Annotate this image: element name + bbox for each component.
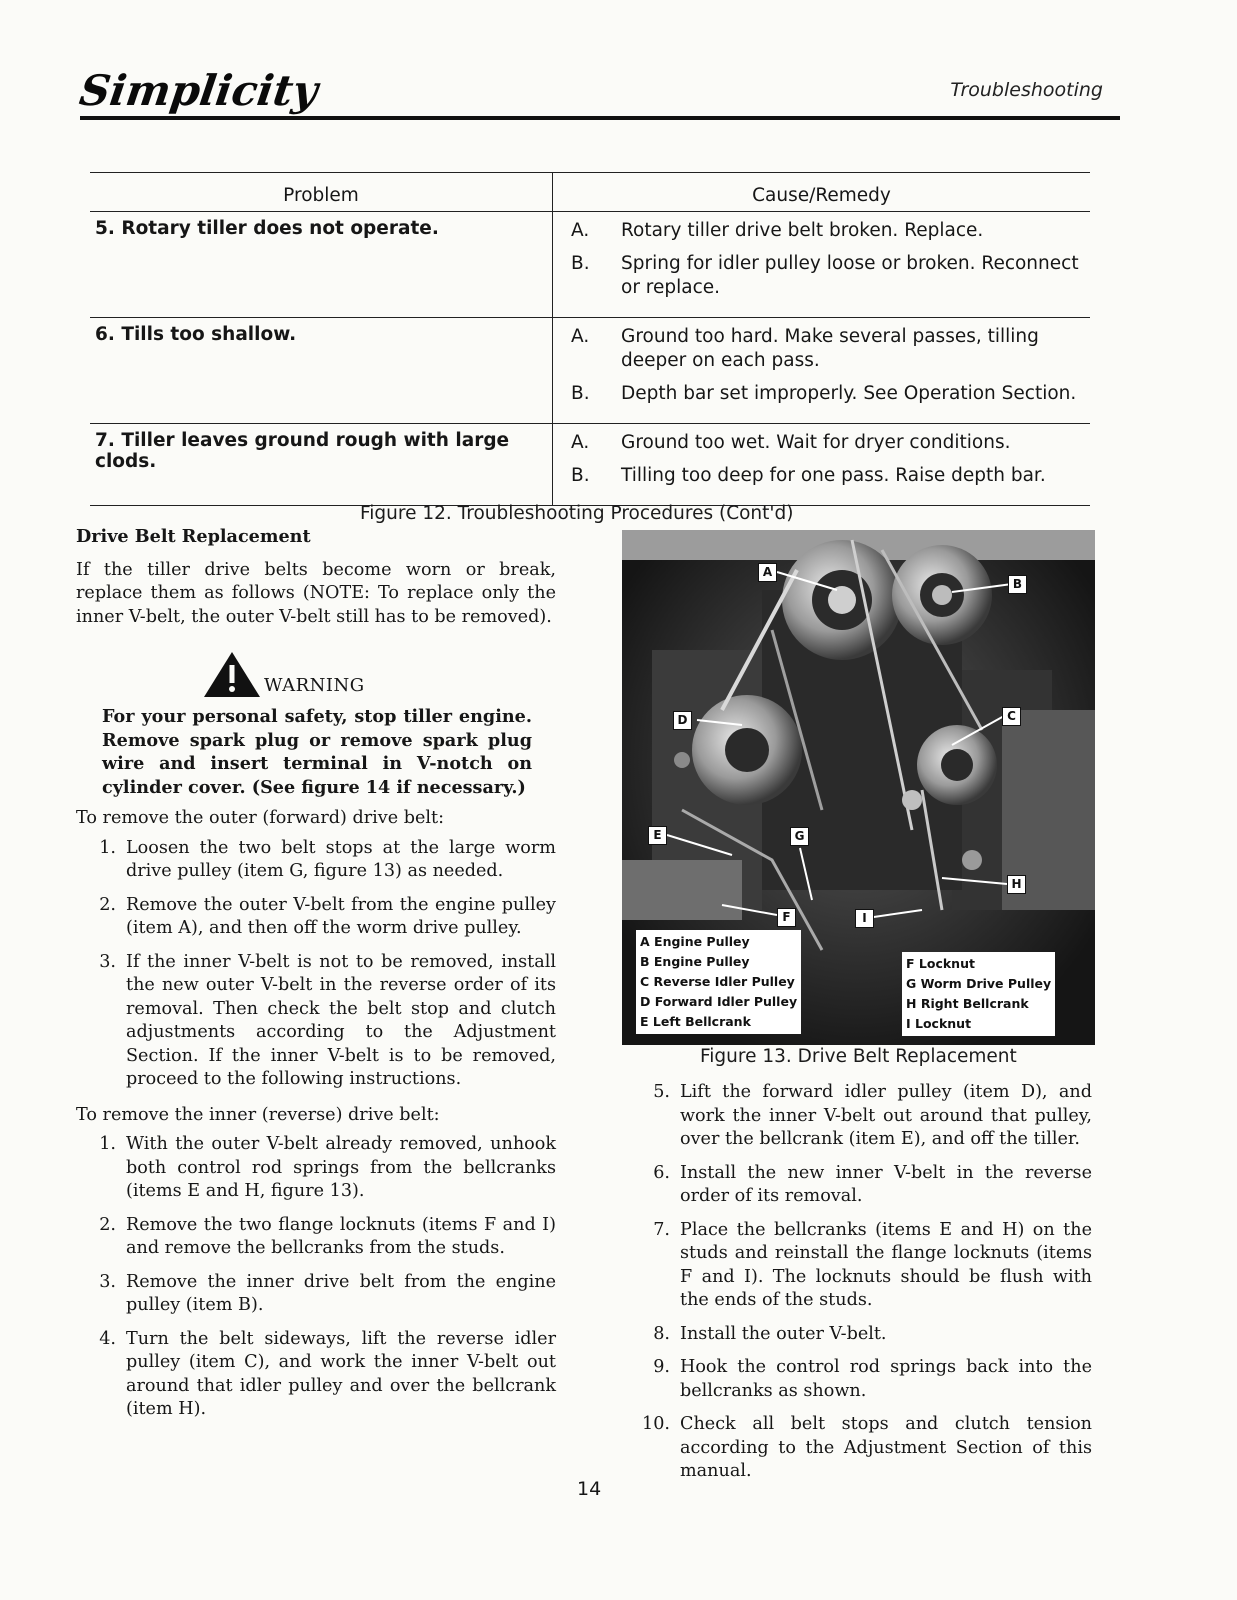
legend-item: A Engine Pulley [640, 934, 750, 949]
step-number: 8. [653, 1323, 670, 1344]
list-item [630, 1081, 1092, 1152]
step-text: Check all belt stops and clutch tension according to the Adjustment Section of this manual. [680, 1414, 1092, 1481]
step-number: 1. [99, 1134, 116, 1154]
step-text: Turn the belt sideways, lift the reverse idler pulley (item C), and work the inner V-belt out around that idler pulley and over the bellcrank (item H). [126, 1328, 556, 1419]
section-title: Troubleshooting [950, 79, 1103, 101]
step-text: Remove the outer V-belt from the engine pulley (item A), and then off the worm drive pulley. [126, 894, 556, 938]
callout-b: B [1008, 575, 1027, 594]
list-item [630, 1356, 1092, 1403]
legend-item: I Locknut [906, 1016, 972, 1031]
troubleshooting-table [90, 172, 1090, 506]
outer-belt-heading: To remove the outer (forward) drive belt: [76, 808, 445, 828]
step-number: 3. [99, 1271, 116, 1292]
cause-text: Ground too hard. Make several passes, tilling deeper on each pass. [621, 326, 1039, 371]
step-text: Install the new inner V-belt in the reverse order of its removal. [680, 1162, 1092, 1206]
inner-belt-heading: To remove the inner (reverse) drive belt: [76, 1104, 440, 1125]
cause-item [571, 252, 1084, 300]
warning-box [102, 649, 532, 799]
step-text: Install the outer V-belt. [680, 1323, 887, 1344]
cause-cell [552, 424, 1090, 505]
cause-text: Rotary tiller drive belt broken. Replace. [621, 220, 984, 241]
right-column [630, 1077, 1092, 1494]
cause-letter: B. [571, 253, 590, 274]
left-column [76, 525, 556, 1432]
step-text: Lift the forward idler pulley (item D), and work the inner V-belt out around that pulley, over the bellcrank (item E), and off the tiller. [680, 1082, 1092, 1149]
cause-cell [552, 318, 1090, 423]
callout-i: I [855, 909, 874, 928]
list-item [76, 1214, 556, 1261]
cause-letter: A. [571, 326, 590, 347]
intro-paragraph: If the tiller drive belts become worn or break, replace them as follows (NOTE: To replace only the inner V-belt, the outer V-belt still has to be removed). [76, 559, 556, 627]
list-item [76, 1133, 556, 1204]
list-item [76, 1271, 556, 1318]
drive-belt-photo [622, 530, 1095, 1045]
cause-letter: A. [571, 220, 590, 241]
cause-text: Tilling too deep for one pass. Raise depth bar. [621, 465, 1046, 486]
warning-text: For your personal safety, stop tiller engine. Remove spark plug or remove spark plug wire and insert terminal in V-notch on cylinder cover. (See figure 14 if necessary.) [102, 706, 532, 798]
table-row [90, 318, 1090, 424]
table-row [90, 212, 1090, 318]
warning-header [202, 649, 532, 699]
step-number: 10. [642, 1414, 670, 1434]
callout-f: F [777, 908, 796, 927]
cause-letter: B. [571, 383, 590, 404]
step-text: Remove the two flange locknuts (items F and I) and remove the bellcranks from the studs. [126, 1214, 556, 1258]
cause-item [571, 431, 1084, 455]
problem-cell: 7. Tiller leaves ground rough with large clods. [95, 430, 510, 472]
warning-title: WARNING [264, 674, 365, 696]
section-heading: Drive Belt Replacement [76, 526, 311, 547]
list-item [630, 1323, 1092, 1347]
callout-c: C [1002, 707, 1021, 726]
cause-item [571, 325, 1084, 373]
problem-cell: 5. Rotary tiller does not operate. [95, 218, 439, 239]
step-number: 7. [653, 1219, 670, 1240]
step-number: 4. [99, 1328, 116, 1349]
callout-h: H [1007, 875, 1026, 894]
inner-belt-steps [76, 1133, 556, 1422]
brand-logo: Simplicity [76, 66, 321, 115]
legend-item: E Left Bellcrank [640, 1014, 751, 1029]
figure-12-caption: Figure 12. Troubleshooting Procedures (Cont'd) [360, 503, 794, 524]
legend-item: C Reverse Idler Pulley [640, 974, 795, 989]
step-number: 2. [99, 1214, 116, 1235]
column-header-problem: Problem [283, 185, 359, 206]
cause-item [571, 382, 1084, 406]
step-text: Place the bellcranks (items E and H) on the studs and reinstall the flange locknuts (items F and I). The locknuts should be flush with the ends of the studs. [680, 1219, 1092, 1310]
table-header [90, 173, 1090, 212]
inner-belt-steps-continued [630, 1081, 1092, 1484]
list-item [76, 837, 556, 884]
list-item [630, 1413, 1092, 1484]
list-item [76, 894, 556, 941]
step-text: If the inner V-belt is not to be removed, install the new outer V-belt in the reverse order of its removal. Then check the belt stop and clutch adjustments according to the Adjustment Section. If the inner V-belt is to be removed, proceed to the following instructions. [126, 951, 556, 1089]
cause-cell [552, 212, 1090, 317]
step-number: 1. [99, 837, 116, 858]
step-number: 6. [653, 1162, 670, 1183]
cause-text: Depth bar set improperly. See Operation Section. [621, 383, 1077, 404]
table-row [90, 424, 1090, 506]
legend-item: B Engine Pulley [640, 954, 750, 969]
step-text: With the outer V-belt already removed, unhook both control rod springs from the bellcranks (items E and H, figure 13). [126, 1134, 556, 1201]
callout-a: A [758, 563, 777, 582]
legend-left [636, 930, 801, 1034]
legend-item: G Worm Drive Pulley [906, 976, 1052, 991]
column-header-cause: Cause/Remedy [552, 173, 1090, 211]
step-number: 9. [653, 1357, 670, 1377]
cause-item [571, 219, 1084, 243]
legend-item: F Locknut [906, 956, 975, 971]
warning-triangle-icon [202, 649, 262, 699]
step-number: 5. [653, 1082, 670, 1102]
outer-belt-steps [76, 837, 556, 1092]
list-item [630, 1162, 1092, 1209]
legend-item: D Forward Idler Pulley [640, 994, 798, 1009]
list-item [76, 1328, 556, 1422]
cause-text: Spring for idler pulley loose or broken. Reconnect or replace. [621, 253, 1079, 298]
legend-item: H Right Bellcrank [906, 996, 1029, 1011]
cause-item [571, 464, 1084, 488]
cause-text: Ground too wet. Wait for dryer conditions. [621, 432, 1011, 453]
callout-e: E [648, 826, 667, 845]
step-text: Loosen the two belt stops at the large worm drive pulley (item G, figure 13) as needed. [126, 837, 556, 881]
header-rule [80, 116, 1120, 120]
step-text: Remove the inner drive belt from the engine pulley (item B). [126, 1271, 556, 1315]
list-item [76, 951, 556, 1092]
step-number: 3. [99, 951, 116, 972]
page-number: 14 [577, 1478, 602, 1500]
figure-13-caption: Figure 13. Drive Belt Replacement [700, 1046, 1017, 1067]
step-number: 2. [99, 894, 116, 915]
list-item [630, 1219, 1092, 1313]
legend-right [902, 952, 1055, 1036]
cause-letter: A. [571, 432, 590, 453]
step-text: Hook the control rod springs back into the bellcranks as shown. [680, 1357, 1092, 1401]
problem-cell: 6. Tills too shallow. [95, 324, 297, 345]
callout-g: G [790, 827, 809, 846]
callout-d: D [673, 711, 692, 730]
cause-letter: B. [571, 465, 590, 486]
